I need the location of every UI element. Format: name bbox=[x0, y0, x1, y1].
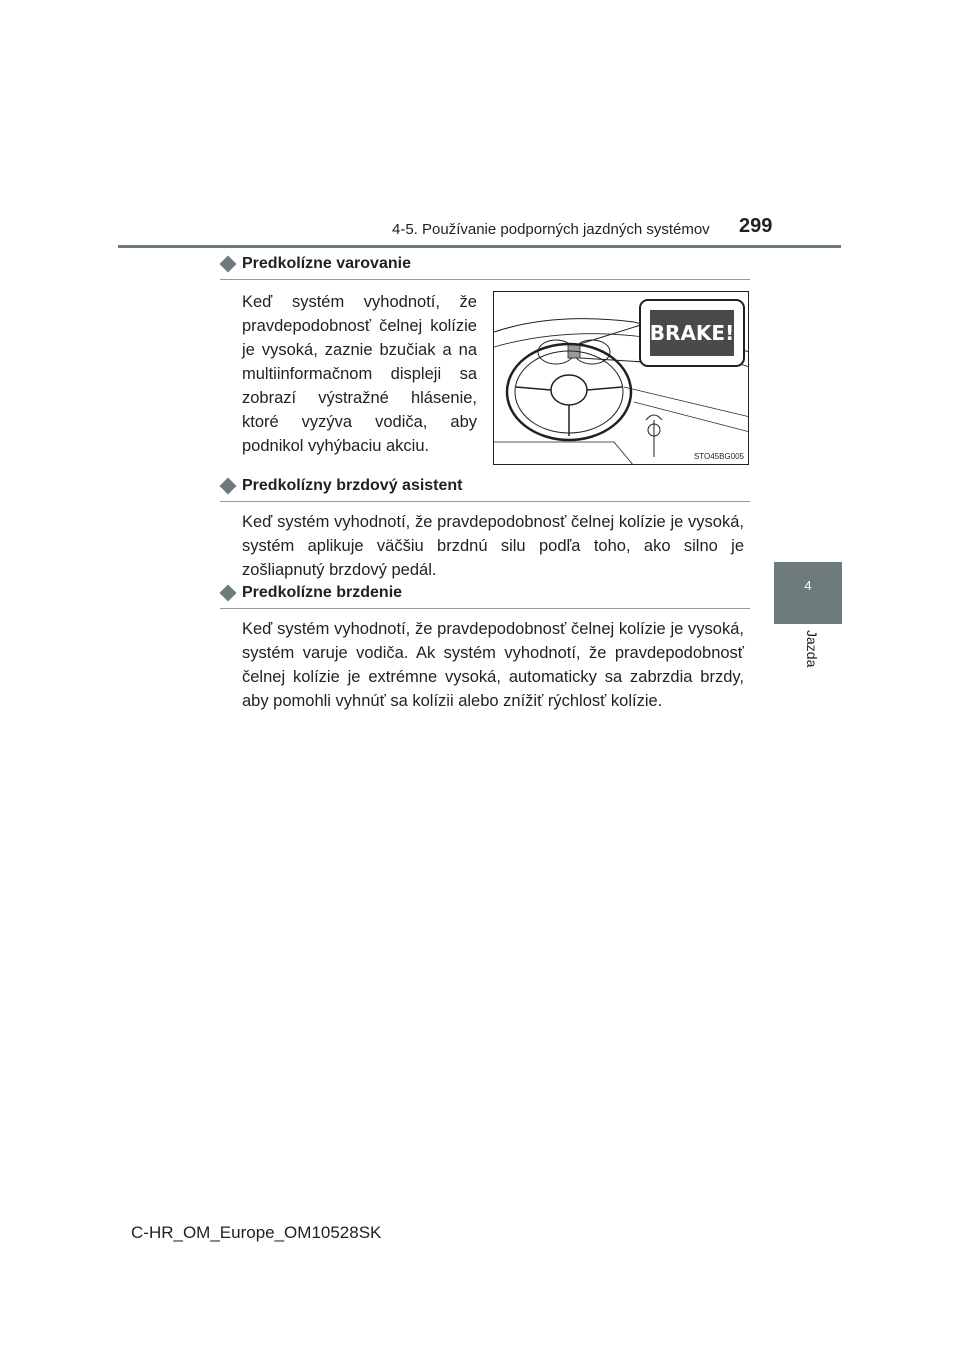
brake-warning-display: BRAKE! bbox=[649, 321, 735, 345]
section-heading-warning bbox=[220, 255, 750, 280]
section-heading-text: Predkolízny brzdový asistent bbox=[242, 477, 463, 494]
diamond-bullet-icon bbox=[220, 256, 237, 273]
diamond-bullet-icon bbox=[220, 585, 237, 602]
page-number: 299 bbox=[739, 215, 773, 237]
section-heading-text: Predkolízne brzdenie bbox=[242, 584, 403, 601]
section-heading-brake-assist bbox=[220, 477, 750, 502]
section-heading-text: Predkolízne varovanie bbox=[242, 255, 411, 272]
chapter-tab: 4 bbox=[774, 562, 842, 624]
chapter-title: 4-5. Používanie podporných jazdných systémov bbox=[392, 221, 710, 238]
diamond-bullet-icon bbox=[220, 478, 237, 495]
figure-code: STO45BG005 bbox=[693, 452, 744, 461]
section-text-brake-assist: Keď systém vyhodnotí, že pravdepodobnosť čelnej kolízie je vysoká, systém aplikuje väčšiu brzdnú silu podľa toho, ako silno je zošliapnutý brzdový pedál. bbox=[242, 513, 744, 579]
document-code: C-HR_OM_Europe_OM10528SK bbox=[131, 1223, 382, 1242]
section-text-braking: Keď systém vyhodnotí, že pravdepodobnosť čelnej kolízie je vysoká, systém varuje vodiča. Ak systém vyhodnotí, že pravdepodobnosť čelnej kolízie je extrémne vysoká, automaticky sa zabrzdia brzdy, aby pomohli vyhnúť sa kolízii alebo znížiť rýchlosť kolízie. bbox=[242, 620, 744, 710]
section-text-warning: Keď systém vyhodnotí, že pravdepodobnosť čelnej kolízie je vysoká, zaznie bzučiak a na multiinformačnom displeji sa zobrazí výstražné hlásenie, ktoré vyzýva vodiča, aby podnikol vyhýbaciu akciu. bbox=[242, 293, 477, 455]
header-divider bbox=[118, 245, 841, 248]
chapter-tab-label: Jazda bbox=[804, 630, 820, 668]
dashboard-illustration bbox=[493, 291, 749, 465]
section-heading-braking bbox=[220, 584, 750, 609]
